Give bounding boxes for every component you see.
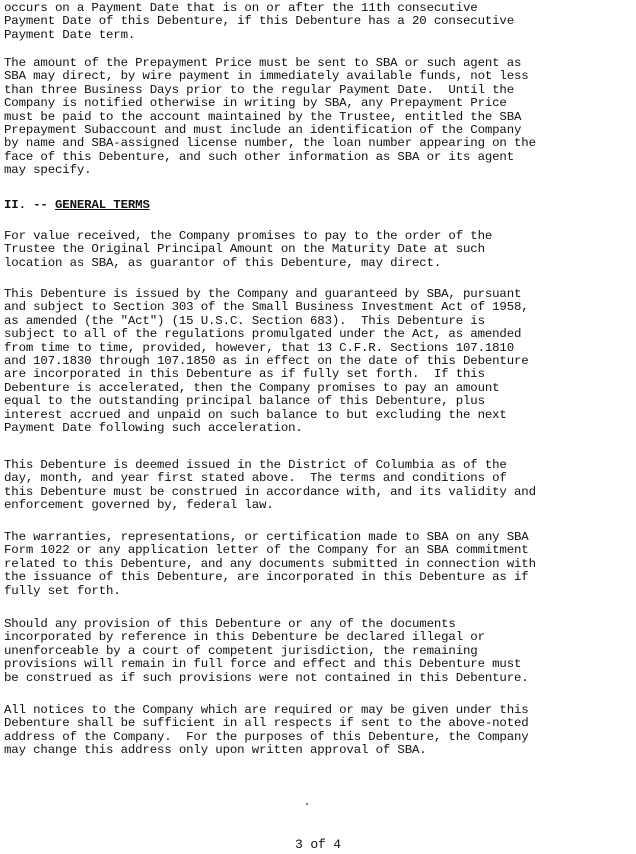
text-line: as amended (the "Act") (15 U.S.C. Section 683). This Debenture is — [4, 313, 485, 328]
text-line: Form 1022 or any application letter of the Company for an SBA commitment — [4, 543, 529, 558]
text-line: this Debenture must be construed in accordance with, and its validity and — [4, 484, 536, 499]
text-line: address of the Company. For the purposes of this Debenture, the Company — [4, 729, 529, 744]
section-heading — [4, 199, 150, 212]
text-line: may change this address only upon written approval of SBA. — [4, 743, 427, 758]
text-line: location as SBA, as guarantor of this Debenture, may direct. — [4, 255, 442, 270]
text-line: must be paid to the account maintained by the Trustee, entitled the SBA — [4, 109, 522, 124]
text-line: enforcement governed by, federal law. — [4, 498, 274, 513]
text-line: equal to the outstanding principal balance of this Debenture, plus — [4, 394, 485, 409]
text-line: SBA may direct, by wire payment in immediately available funds, not less — [4, 69, 529, 84]
paragraph-warranties — [4, 531, 636, 598]
text-line: The amount of the Prepayment Price must be sent to SBA or such agent as — [4, 56, 522, 70]
text-line: For value received, the Company promises to pay to the order of the — [4, 229, 493, 243]
paragraph-prepayment-price — [4, 57, 636, 178]
scan-speck — [306, 803, 308, 805]
text-line: from time to time, provided, however, that 13 C.F.R. Sections 107.1810 — [4, 340, 514, 355]
text-line: unenforceable by a court of competent jurisdiction, the remaining — [4, 643, 478, 658]
text-line: and 107.1830 through 107.1850 as in effect on the date of this Debenture — [4, 354, 529, 369]
text-line: are incorporated in this Debenture as if fully set forth. If this — [4, 367, 485, 382]
text-line: incorporated by reference in this Debenture be declared illegal or — [4, 630, 485, 645]
text-line: be construed as if such provisions were not contained in this Debenture. — [4, 670, 529, 685]
text-line: subject to all of the regulations promulgated under the Act, as amended — [4, 327, 522, 342]
text-line: Payment Date of this Debenture, if this Debenture has a 20 consecutive — [4, 14, 514, 29]
text-line: Payment Date following such acceleration. — [4, 421, 303, 436]
text-line: Company is notified otherwise in writing by SBA, any Prepayment Price — [4, 96, 507, 111]
text-line: may specify. — [4, 163, 92, 178]
paragraph-issuance-terms — [4, 288, 636, 435]
text-line: occurs on a Payment Date that is on or after the 11th consecutive — [4, 1, 478, 15]
text-line: The warranties, representations, or certification made to SBA on any SBA — [4, 530, 529, 544]
text-line: This Debenture is deemed issued in the District of Columbia as of the — [4, 458, 507, 472]
text-line: and subject to Section 303 of the Small Business Investment Act of 1958, — [4, 300, 529, 315]
text-line: face of this Debenture, and such other information as SBA or its agent — [4, 149, 514, 164]
paragraph-severability — [4, 618, 636, 685]
page-number: 3 of 4 — [295, 837, 341, 852]
text-line: Prepayment Subaccount and must include an identification of the Company — [4, 123, 522, 138]
text-line: interest accrued and unpaid on such balance to but excluding the next — [4, 407, 507, 422]
text-line: provisions will remain in full force and effect and this Debenture must — [4, 657, 522, 672]
text-line: related to this Debenture, and any documents submitted in connection with — [4, 556, 536, 571]
paragraph-governing-law — [4, 459, 636, 513]
text-line: Should any provision of this Debenture or any of the documents — [4, 617, 456, 631]
text-line: Debenture is accelerated, then the Company promises to pay an amount — [4, 380, 500, 395]
text-line: than three Business Days prior to the regular Payment Date. Until the — [4, 82, 514, 97]
paragraph-promise-to-pay — [4, 230, 636, 270]
text-line: Trustee the Original Principal Amount on the Maturity Date at such — [4, 242, 485, 257]
text-line: Payment Date term. — [4, 27, 136, 42]
paragraph-prepayment-timing — [4, 2, 636, 42]
section-title: GENERAL TERMS — [55, 198, 150, 212]
text-line: All notices to the Company which are required or may be given under this — [4, 703, 529, 717]
text-line: by name and SBA-assigned license number, the loan number appearing on the — [4, 136, 536, 151]
text-line: Debenture shall be sufficient in all respects if sent to the above-noted — [4, 716, 529, 731]
text-line: day, month, and year first stated above. The terms and conditions of — [4, 471, 507, 486]
text-line: fully set forth. — [4, 583, 121, 598]
text-line: This Debenture is issued by the Company and guaranteed by SBA, pursuant — [4, 287, 522, 301]
section-number: II. -- — [4, 198, 48, 212]
text-line: the issuance of this Debenture, are incorporated in this Debenture as if — [4, 570, 529, 585]
paragraph-notices — [4, 704, 636, 758]
